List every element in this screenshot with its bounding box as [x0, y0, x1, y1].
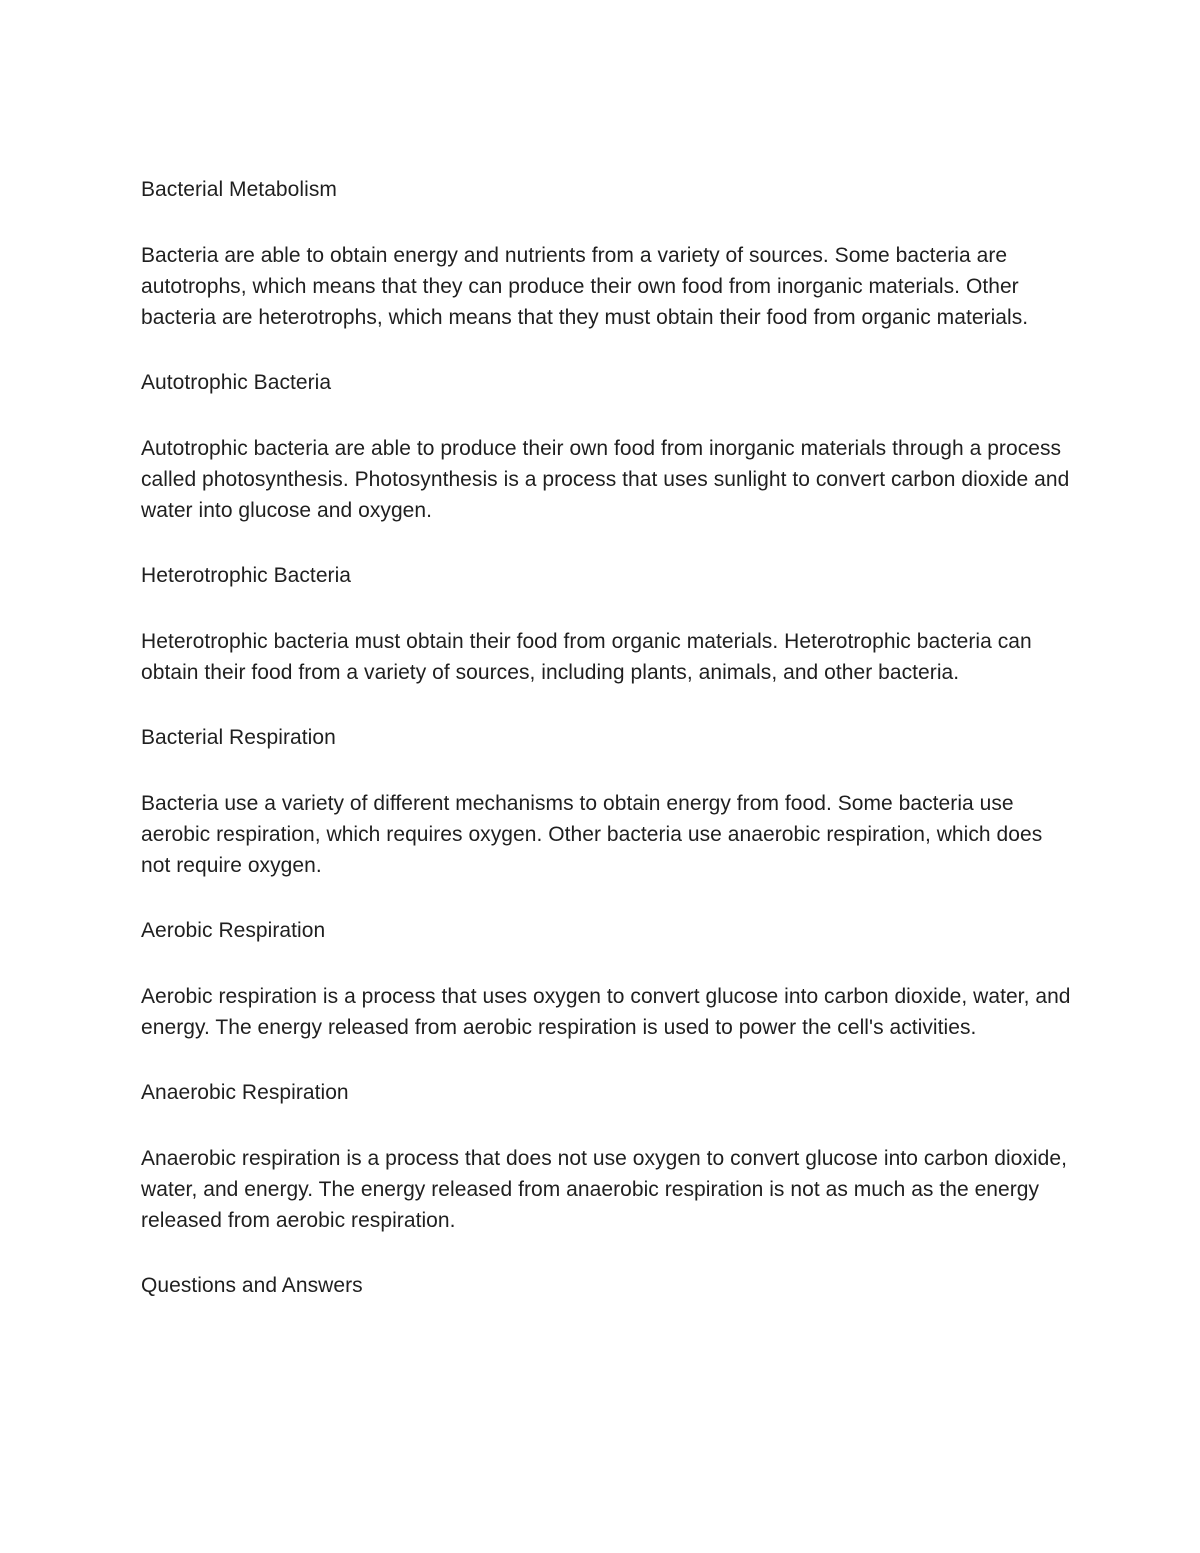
- section-heading-heterotrophic-bacteria: Heterotrophic Bacteria: [141, 564, 352, 587]
- section-heading-bacterial-metabolism: Bacterial Metabolism: [141, 178, 337, 201]
- section-heading-bacterial-respiration: Bacterial Respiration: [141, 726, 336, 749]
- section-heading-autotrophic-bacteria: Autotrophic Bacteria: [141, 371, 332, 394]
- section-paragraph-autotrophic-bacteria: Autotrophic bacteria are able to produce their own food from inorganic materials through a process called photosynthesis. Photosynthesis is a process that uses sunlight to convert carbon dioxide and water into glucose and oxygen.: [141, 437, 1070, 522]
- section-paragraph-aerobic-respiration: Aerobic respiration is a process that uses oxygen to convert glucose into carbon dioxide, water, and energy. The energy released from aerobic respiration is used to power the cell's activities.: [141, 985, 1071, 1039]
- section-paragraph-heterotrophic-bacteria: Heterotrophic bacteria must obtain their food from organic materials. Heterotrophic bacteria can obtain their food from a variety of sources, including plants, animals, and other bacteria.: [141, 630, 1032, 684]
- section-heading-aerobic-respiration: Aerobic Respiration: [141, 919, 326, 942]
- section-paragraph-anaerobic-respiration: Anaerobic respiration is a process that does not use oxygen to convert glucose into carbon dioxide, water, and energy. The energy released from anaerobic respiration is not as much as the energy released from aerobic respiration.: [141, 1147, 1067, 1232]
- section-paragraph-bacterial-metabolism: Bacteria are able to obtain energy and nutrients from a variety of sources. Some bacteria are autotrophs, which means that they can produce their own food from inorganic materials. Other bacteria are heterotrophs, which means that they must obtain their food from organic materials.: [141, 244, 1029, 329]
- section-heading-anaerobic-respiration: Anaerobic Respiration: [141, 1081, 349, 1104]
- document-body: [141, 174, 1076, 1336]
- section-heading-questions-and-answers: Questions and Answers: [141, 1274, 363, 1297]
- section-paragraph-bacterial-respiration: Bacteria use a variety of different mechanisms to obtain energy from food. Some bacteria use aerobic respiration, which requires oxygen. Other bacteria use anaerobic respiration, which does not require oxygen.: [141, 792, 1043, 877]
